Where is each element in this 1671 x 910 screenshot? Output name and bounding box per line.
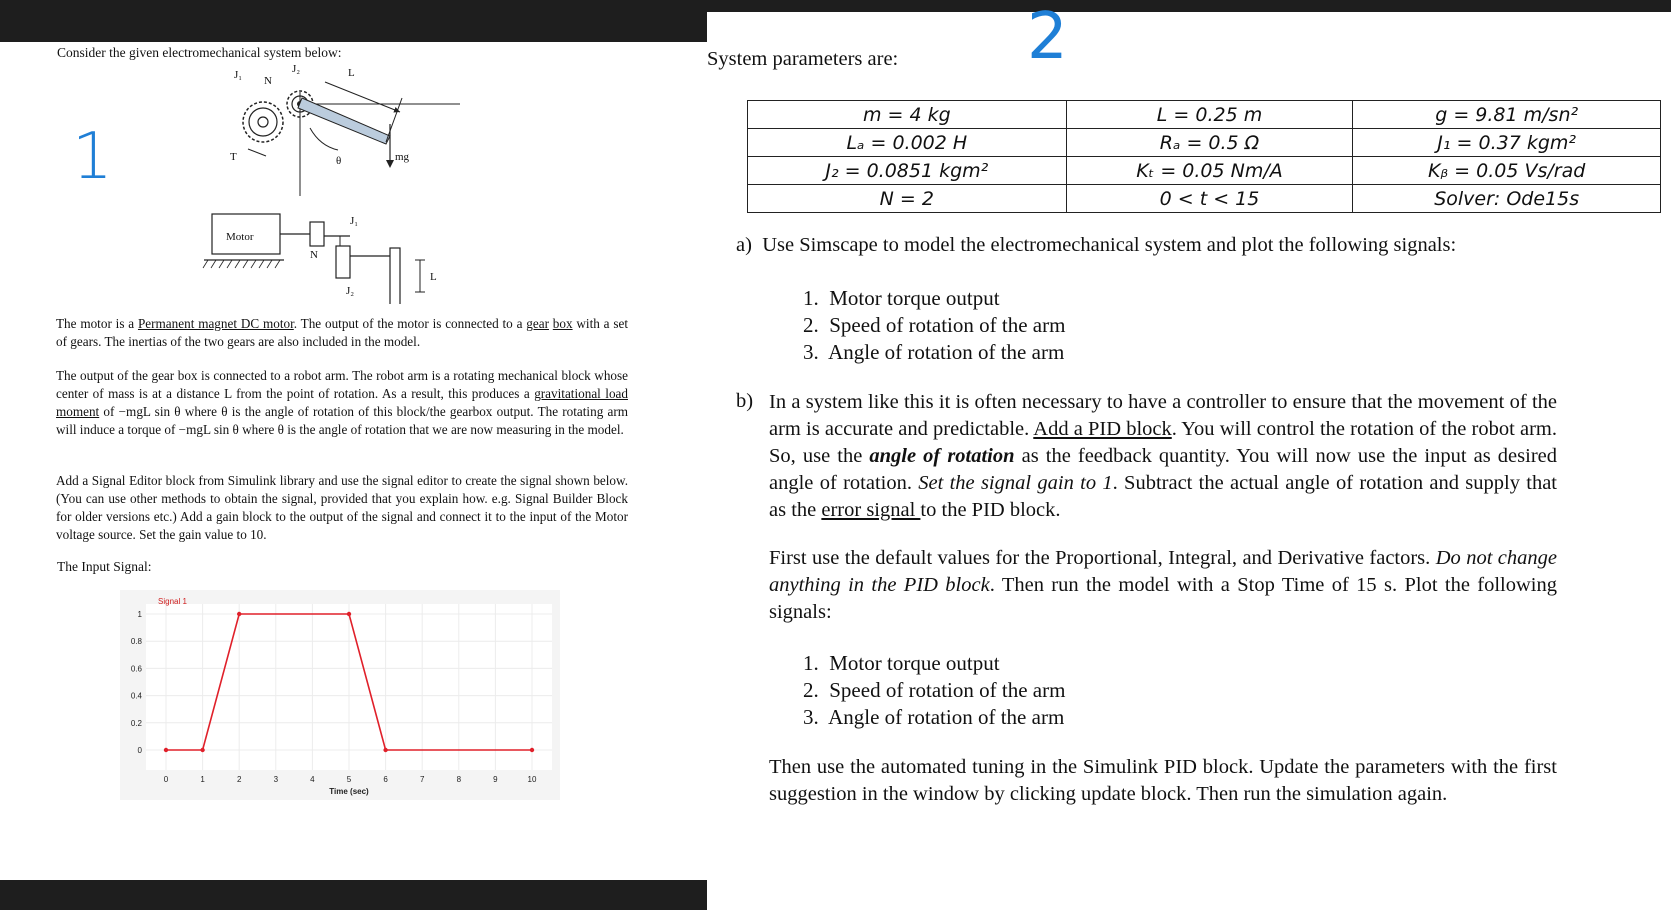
svg-text:θ: θ <box>336 155 342 167</box>
x-tick-label: 10 <box>527 775 537 784</box>
link-add-pid-block[interactable]: Add a PID block <box>1033 418 1172 440</box>
robot-arm <box>298 98 390 144</box>
part-b-marker: b) <box>736 390 754 412</box>
list-item: 1. Motor torque output <box>803 286 1000 310</box>
list-item: 2. Speed of rotation of the arm <box>803 313 1066 337</box>
table-cell: Kᵦ = 0.05 Vs/rad <box>1353 157 1661 185</box>
table-cell: J₂ = 0.0851 kgm² <box>748 157 1067 185</box>
x-tick-label: 2 <box>236 775 242 784</box>
x-tick-label: 3 <box>273 775 279 784</box>
x-tick-label: 0 <box>163 775 169 784</box>
svg-text:N: N <box>310 249 318 261</box>
list-item: 3. Angle of rotation of the arm <box>803 705 1065 729</box>
link-error-signal[interactable]: error signal <box>821 499 921 521</box>
list-item: 3. Angle of rotation of the arm <box>803 340 1065 364</box>
svg-text:J₁: J₁ <box>234 69 243 81</box>
page-2 <box>707 0 1671 910</box>
paragraph-signal-editor: Add a Signal Editor block from Simulink library and use the signal editor to create the signal shown below. (You can use other methods to obtain the signal, provided that you explain how. e.g. Signal Builder Block for older versions etc.) Add a gain block to the output of the signal and connect it to the input of the Motor voltage source. Set the gain value to 10. <box>56 473 628 542</box>
system-diagram <box>190 64 480 304</box>
part-b-list <box>803 650 1065 731</box>
part-a-list <box>803 285 1065 366</box>
y-tick-label: 1 <box>137 610 142 619</box>
chart-xlabel: Time (sec) <box>329 787 369 796</box>
table-cell: 0 < t < 15 <box>1066 185 1353 213</box>
link-gear[interactable]: gear <box>526 316 549 331</box>
paragraph-robot-arm: The output of the gear box is connected to a robot arm. The robot arm is a rotating mechanical block whose center of mass is at a distance L from the point of rotation. As a result, this produces a gravitational load moment of −mgL sin θ where θ is the angle of rotation of this block/the gearbox output. The rotating arm will induce a torque of −mgL sin θ where θ is the angle of rotation that we are now measuring in the model. <box>56 368 628 437</box>
handwritten-number-2: 2 <box>1027 0 1068 74</box>
table-cell: Solver: Ode15s <box>1353 185 1661 213</box>
x-tick-label: 8 <box>456 775 462 784</box>
parameters-table <box>747 100 1661 213</box>
svg-text:T: T <box>230 151 237 163</box>
input-signal-chart <box>120 590 560 800</box>
svg-text:J₁: J₁ <box>350 215 359 227</box>
table-row <box>748 101 1661 129</box>
part-b-paragraph-2: First use the default values for the Proportional, Integral, and Derivative factors. Do not change anything in the PID block. Then run the model with a Stop Time of 15 s. Plot the following signals: <box>769 547 1558 623</box>
part-a: a) Use Simscape to model the electromechanical system and plot the following signals: <box>736 234 1457 256</box>
table-cell: Rₐ = 0.5 Ω <box>1066 129 1353 157</box>
part-b-paragraph-3: Then use the automated tuning in the Simulink PID block. Update the parameters with the first suggestion in the window by clicking update block. Then run the simulation again. <box>769 756 1557 805</box>
part-b-paragraph: In a system like this it is often necessary to have a controller to ensure that the movement of the arm is accurate and predictable. Add a PID block. You will control the rotation of the robot arm. So, use the angle of rotation as the feedback quantity. You will now use the input as desired angle of rotation. Set the signal gain to 1. Subtract the actual angle of rotation and supply that as the error signal to the PID block. <box>769 391 1557 521</box>
link-box[interactable]: box <box>552 316 573 331</box>
table-cell: m = 4 kg <box>748 101 1067 129</box>
table-cell: Kₜ = 0.05 Nm/A <box>1066 157 1353 185</box>
page1-heading: Consider the given electromechanical system below: <box>57 45 342 60</box>
y-tick-label: 0.8 <box>130 637 142 647</box>
svg-text:Motor: Motor <box>226 231 254 243</box>
table-row <box>748 185 1661 213</box>
x-tick-label: 5 <box>346 775 352 784</box>
svg-text:L: L <box>348 67 355 79</box>
table-cell: J₁ = 0.37 kgm² <box>1353 129 1661 157</box>
data-point <box>530 748 534 752</box>
link-pm-dc-motor[interactable]: Permanent magnet DC motor <box>137 316 294 331</box>
input-signal-label: The Input Signal: <box>57 559 152 574</box>
x-tick-label: 1 <box>200 775 205 784</box>
svg-text:L: L <box>430 271 437 283</box>
data-point <box>164 748 168 752</box>
data-point <box>383 748 387 752</box>
svg-text:J₂: J₂ <box>346 285 355 297</box>
y-tick-label: 0.2 <box>130 718 142 728</box>
list-item: 2. Speed of rotation of the arm <box>803 678 1066 702</box>
table-cell: L = 0.25 m <box>1066 101 1353 129</box>
table-cell: Lₐ = 0.002 H <box>748 129 1067 157</box>
list-item: 1. Motor torque output <box>803 651 1000 675</box>
svg-text:mg: mg <box>395 151 410 163</box>
table-cell: g = 9.81 m/sn² <box>1353 101 1661 129</box>
page-1 <box>0 42 707 880</box>
y-tick-label: 0.6 <box>130 664 142 674</box>
paragraph-motor: The motor is a Permanent magnet DC motor. The output of the motor is connected to a gear box with a set of gears. The inertias of the two gears are also included in the model. <box>56 316 629 349</box>
table-cell: N = 2 <box>748 185 1067 213</box>
data-point <box>200 748 204 752</box>
link-gravitational-load[interactable]: gravitational load moment <box>56 386 628 419</box>
data-point <box>347 612 351 616</box>
handwritten-number-1: 1 <box>72 120 113 194</box>
chart-legend: Signal 1 <box>158 597 187 606</box>
x-tick-label: 7 <box>419 775 425 784</box>
svg-text:J₂: J₂ <box>292 64 301 75</box>
table-row <box>748 157 1661 185</box>
x-tick-label: 9 <box>493 775 498 784</box>
top-bar <box>702 8 1671 12</box>
x-tick-label: 4 <box>310 775 315 784</box>
svg-text:N: N <box>264 75 272 87</box>
data-point <box>237 612 241 616</box>
system-parameters-header: System parameters are: <box>707 48 899 70</box>
y-tick-label: 0.4 <box>130 691 142 701</box>
gear-large-icon <box>243 102 283 142</box>
y-tick-label: 0 <box>137 746 142 755</box>
x-tick-label: 6 <box>383 775 388 784</box>
table-row <box>748 129 1661 157</box>
